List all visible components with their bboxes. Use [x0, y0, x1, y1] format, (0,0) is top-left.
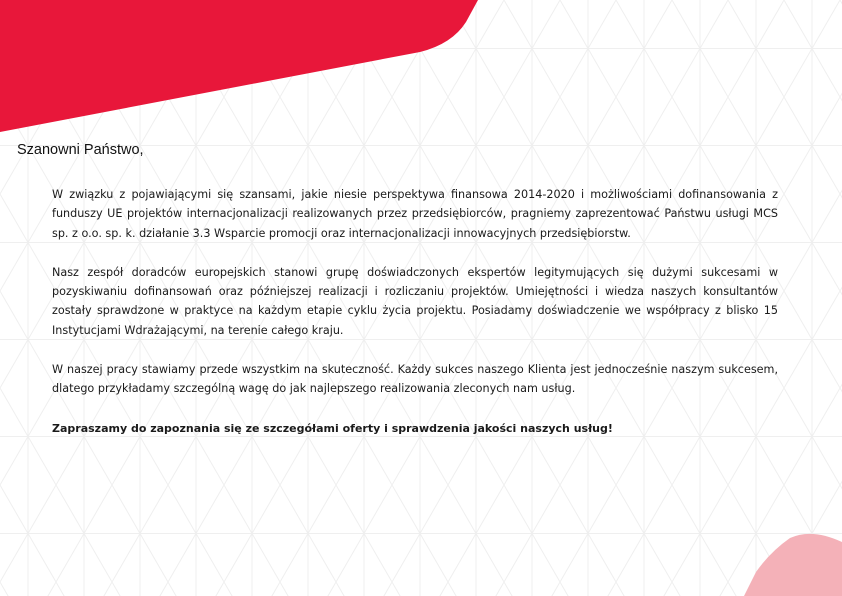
paragraph-intro: W związku z pojawiającymi się szansami, jakie niesie perspektywa finansowa 2014-2020 i możliwościami dofinansowania z funduszy UE projektów internacjonalizacji realizowanych przez przedsiębiorców, pragniemy zaprezentować Państwu usługi MCS sp. z o.o. sp. k. działanie 3.3 Wsparcie promocji oraz internacjonalizacji innowacyjnych przedsiębiorstw. [52, 188, 778, 240]
letter-body [52, 185, 778, 458]
closing-invitation: Zapraszamy do zapoznania się ze szczegółami oferty i sprawdzenia jakości naszych usług! [52, 421, 613, 435]
paragraph-team: Nasz zespół doradców europejskich stanowi grupę doświadczonych ekspertów legitymujących się dużymi sukcesami w pozyskiwaniu dofinansowań oraz późniejszej realizacji i rozliczaniu projektów. Umiejętności i wiedza naszych konsultantów zostały sprawdzone w praktyce na każdym etapie cyklu życia projektu. Posiadamy doświadczenie we współpracy z blisko 15 Instytucjami Wdrażającymi, na terenie całego kraju. [52, 265, 778, 337]
paragraph-effectiveness: W naszej pracy stawiamy przede wszystkim na skuteczność. Każdy sukces naszego Klienta jest jednocześnie naszym sukcesem, dlatego przykładamy szczególną wagę do jak najlepszego realizowania zleconych nam usług. [52, 363, 778, 396]
letter-greeting: Szanowni Państwo, [17, 142, 144, 158]
